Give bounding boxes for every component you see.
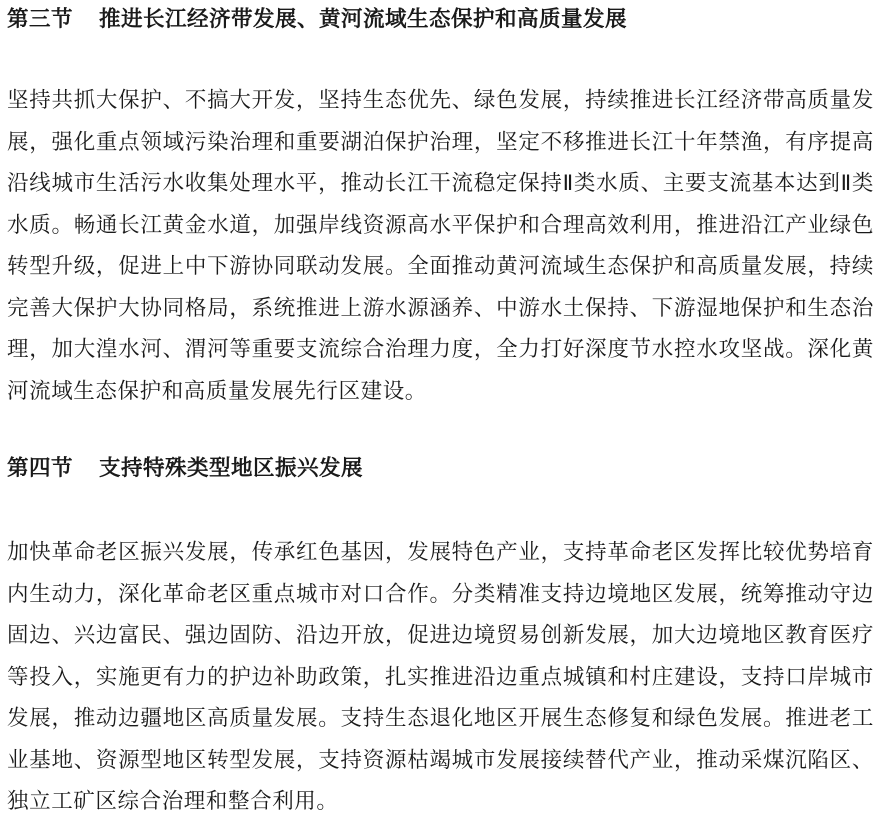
section-heading <box>7 454 874 484</box>
document-page <box>0 5 882 814</box>
section-title: 支持特殊类型地区振兴发展 <box>99 456 364 481</box>
section-title: 推进长江经济带发展、黄河流域生态保护和高质量发展 <box>99 7 628 32</box>
section-number: 第三节 <box>7 7 74 32</box>
section-paragraph: 加快革命老区振兴发展，传承红色基因，发展特色产业，支持革命老区发挥比较优势培育内生动力，深化革命老区重点城市对口合作。分类精准支持边境地区发展，统筹推动守边固边、兴边富民、强边固防、沿边开放，促进边境贸易创新发展，加大边境地区教育医疗等投入，实施更有力的护边补助政策，扎实推进沿边重点城镇和村庄建设，支持口岸城市发展，推动边疆地区高质量发展。支持生态退化地区开展生态修复和绿色发展。推进老工业基地、资源型地区转型发展，支持资源枯竭城市发展接续替代产业，推动采煤沉陷区、独立工矿区综合治理和整合利用。 <box>7 540 874 814</box>
section-heading <box>7 5 874 35</box>
section-number: 第四节 <box>7 456 74 481</box>
section-paragraph: 坚持共抓大保护、不搞大开发，坚持生态优先、绿色发展，持续推进长江经济带高质量发展，强化重点领域污染治理和重要湖泊保护治理，坚定不移推进长江十年禁渔，有序提高沿线城市生活污水收集处理水平，推动长江干流稳定保持Ⅱ类水质、主要支流基本达到Ⅱ类水质。畅通长江黄金水道，加强岸线资源高水平保护和合理高效利用，推进沿江产业绿色转型升级，促进上中下游协同联动发展。全面推动黄河流域生态保护和高质量发展，持续完善大保护大协同格局，系统推进上游水源涵养、中游水土保持、下游湿地保护和生态治理，加大湟水河、渭河等重要支流综合治理力度，全力打好深度节水控水攻坚战。深化黄河流域生态保护和高质量发展先行区建设。 <box>7 88 874 404</box>
